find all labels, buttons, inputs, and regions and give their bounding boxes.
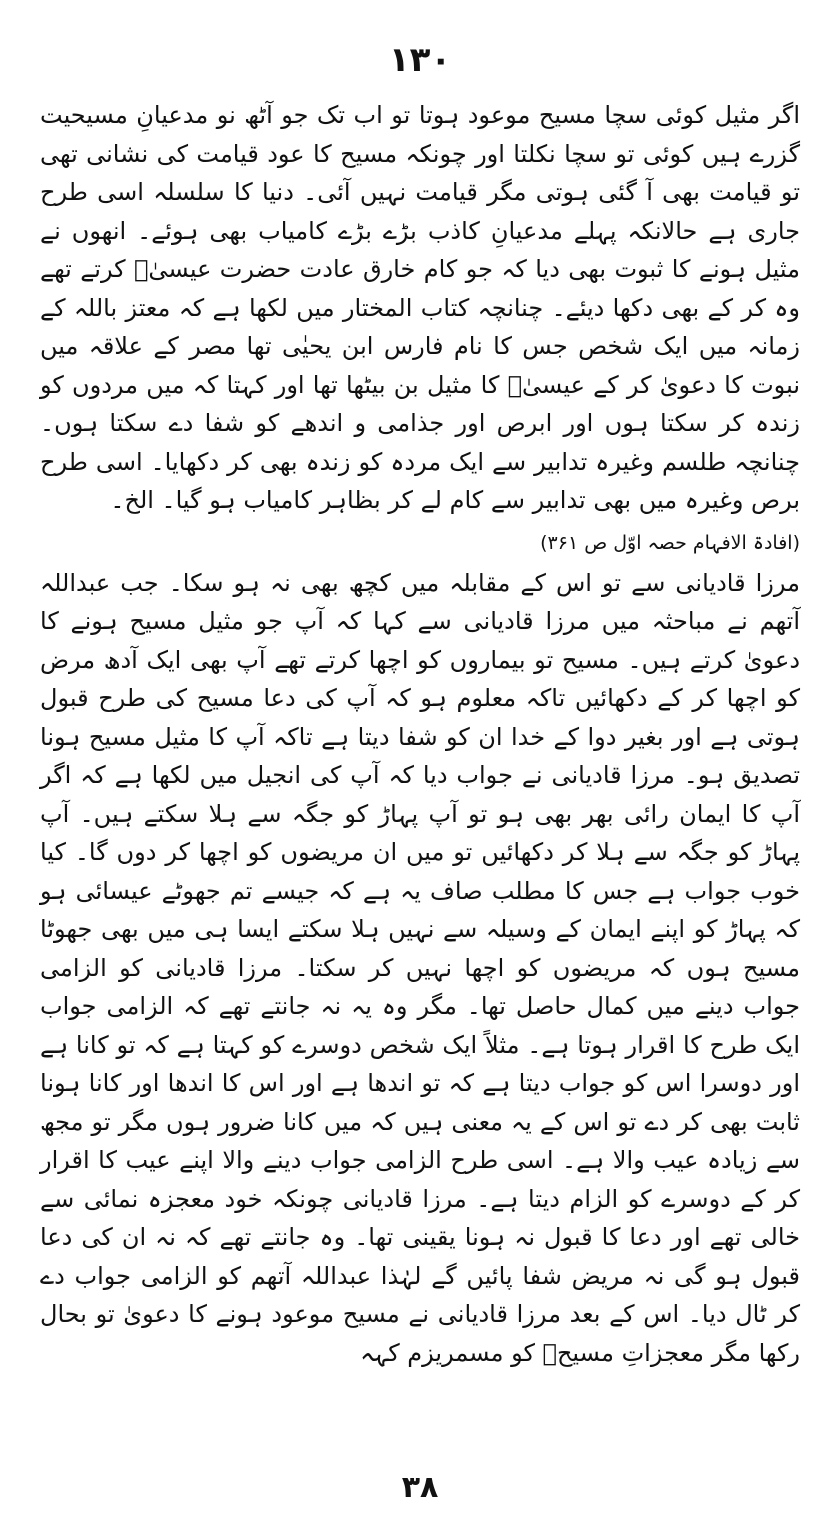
page-number-top: ۱۳۰ — [388, 40, 452, 80]
page-number-bottom: ۳۸ — [401, 1470, 439, 1505]
paragraph-2: مرزا قادیانی سے تو اس کے مقابلہ میں کچھ بھی نہ ہو سکا۔ جب عبداللہ آتھم نے مباحثہ میں مرزا قادیانی سے کہا کہ آپ جو مثیل مسیح ہونے کا دعویٰ کرتے ہیں۔ مسیح تو بیماروں کو اچھا کرتے تھے آپ بھی ایک آدھ مرض کو اچھا کر کے دکھائیں تاکہ معلوم ہو کہ آپ کی دعا مسیح کی طرح قبول ہوتی ہے اور بغیر دوا کے خدا ان کو شفا دیتا ہے تاکہ آپ کا مثیل مسیح ہونا تصدیق ہو۔ مرزا قادیانی نے جواب دیا کہ آپ کی انجیل میں لکھا ہے کہ اگر آپ کا ایمان رائی بھر بھی ہو تو آپ پہاڑ کو جگہ سے ہلا سکتے ہیں۔ آپ پہاڑ کو جگہ سے ہلا کر دکھائیں تو میں ان مریضوں کو اچھا کر دوں گا۔ کیا خوب جواب ہے جس کا مطلب صاف یہ ہے کہ جیسے تم جھوٹے عیسائی ہو کہ پہاڑ کو اپنے ایمان کے وسیلہ سے نہیں ہلا سکتے ایسا ہی میں بھی جھوٹا مسیح ہوں کہ مریضوں کو اچھا نہیں کر سکتا۔ مرزا قادیانی کو الزامی جواب دینے میں کمال حاصل تھا۔ مگر وہ یہ نہ جانتے تھے کہ الزامی جواب ایک طرح کا اقرار ہوتا ہے۔ مثلاً ایک شخص دوسرے کو کہتا ہے کہ تو کانا ہے اور دوسرا اس کو جواب دیتا ہے کہ تو اندھا ہے اور اس کا اندھا اور کانا ہونا ثابت بھی کر دے تو اس کے یہ معنی ہیں کہ میں کانا ضرور ہوں مگر تو مجھ سے زیادہ عیب والا ہے۔ اسی طرح الزامی جواب دینے والا اپنے عیب کا اقرار کر کے دوسرے کو الزام دیتا ہے۔ مرزا قادیانی چونکہ خود معجزہ نمائی سے خالی تھے اور دعا کا قبول نہ ہونا یقینی تھا۔ وہ جانتے تھے کہ نہ ان کی دعا قبول ہو گی نہ مریض شفا پائیں گے لہٰذا عبداللہ آتھم کو الزامی جواب دے کر ٹال دیا۔ اس کے بعد مرزا قادیانی نے مسیح موعود ہونے کا دعویٰ تو بحال رکھا مگر معجزاتِ مسیحؑ کو مسمریزم کہہ — [40, 568, 800, 1367]
paragraph-1: اگر مثیل کوئی سچا مسیح موعود ہوتا تو اب تک جو آٹھ نو مدعیانِ مسیحیت گزرے ہیں کوئی تو سچا نکلتا اور چونکہ مسیح کا عود قیامت کی نشانی تھی تو قیامت بھی آ گئی ہوتی مگر قیامت نہیں آئی۔ دنیا کا سلسلہ اسی طرح جاری ہے حالانکہ پہلے مدعیانِ کاذب بڑے بڑے کامیاب بھی ہوئے۔ انھوں نے مثیل ہونے کا ثبوت بھی دیا کہ جو کام خارق عادت حضرت عیسیٰؑ کرتے تھے وہ کر کے بھی دکھا دیئے۔ چنانچہ کتاب المختار میں لکھا ہے کہ معتز باللہ کے زمانہ میں ایک شخص جس کا نام فارس ابن یحیٰی تھا مصر کے علاقہ میں نبوت کا دعویٰ کر کے عیسیٰؑ کا مثیل بن بیٹھا تھا اور کہتا کہ میں مردوں کو زندہ کر سکتا ہوں اور ابرص اور جذامی و اندھے کو شفا دے سکتا ہوں۔ چنانچہ طلسم وغیرہ تدابیر سے ایک مردہ کو زندہ بھی کر دکھایا۔ اسی طرح برص وغیرہ میں بھی تدابیر سے کام لے کر بظاہر کامیاب ہو گیا۔ الخ۔ — [40, 101, 800, 514]
citation: (افادۃ الافہام حصہ اوّل ص ۳۶۱) — [540, 531, 800, 554]
body-text — [40, 96, 800, 1372]
